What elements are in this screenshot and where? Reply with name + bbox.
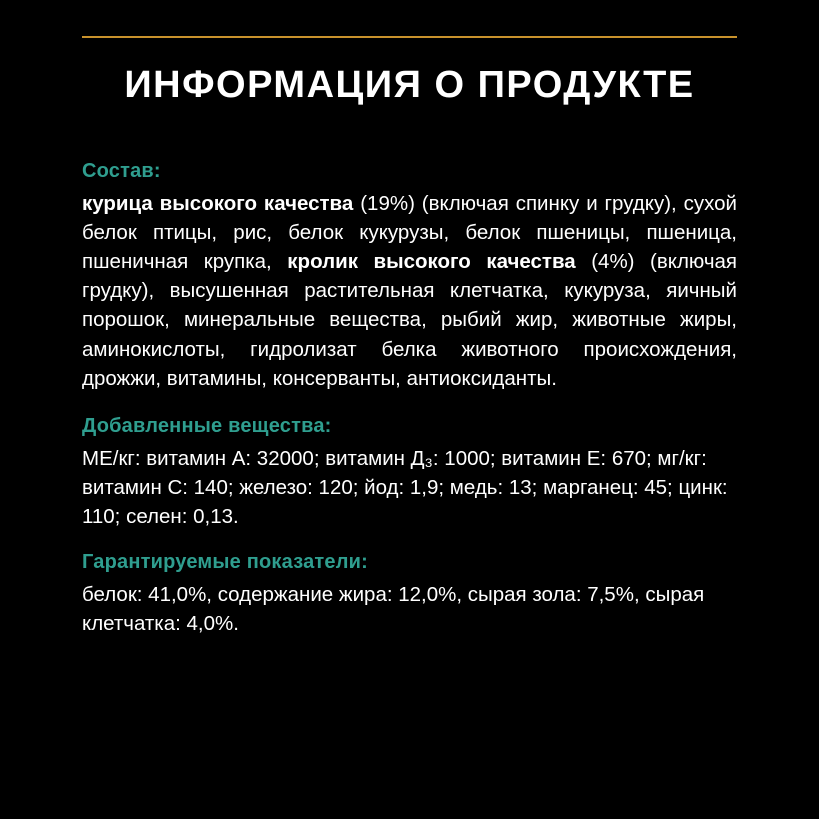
section-additives-text: МЕ/кг: витамин А: 32000; витамин Д₃: 1000; витамин Е: 670; мг/кг: витамин С: 140; железо: 120; йод: 1,9; медь: 13; марганец: 45; цинк: 110; селен: 0,13. bbox=[82, 446, 728, 528]
section-composition bbox=[82, 160, 737, 393]
ingredient-rabbit-highlight: кролик высокого качества bbox=[287, 250, 576, 274]
section-analytical-constituents-heading: Гарантируемые показатели: bbox=[82, 551, 368, 574]
section-analytical-constituents bbox=[82, 551, 737, 638]
section-analytical-constituents-text: белок: 41,0%, содержание жира: 12,0%, сырая зола: 7,5%, сырая клетчатка: 4,0%. bbox=[82, 583, 705, 636]
ingredient-chicken-highlight: курица высокого качества bbox=[82, 192, 354, 215]
section-additives-heading: Добавленные вещества: bbox=[82, 414, 332, 437]
section-composition-text bbox=[82, 189, 737, 393]
section-additives bbox=[82, 415, 737, 531]
composition-text-part-1: (19%) (включая спинку и грудку), сухой белок птицы, рис, белок кукурузы, белок пшеницы, пшеница, пшеничная крупка, bbox=[82, 192, 737, 274]
composition-text-part-2: (4%) (включая грудку), высушенная растительная клетчатка, кукуруза, яичный порошок, минеральные вещества, рыбий жир, животные жиры, аминокислоты, гидролизат белка животного происхождения, дрожжи, витамины, консерванты, антиоксиданты. bbox=[82, 250, 738, 390]
content-area bbox=[82, 160, 737, 658]
gold-divider-rule bbox=[82, 36, 737, 38]
section-composition-heading: Состав: bbox=[82, 160, 161, 182]
page-title: ИНФОРМАЦИЯ О ПРОДУКТЕ bbox=[124, 64, 695, 106]
